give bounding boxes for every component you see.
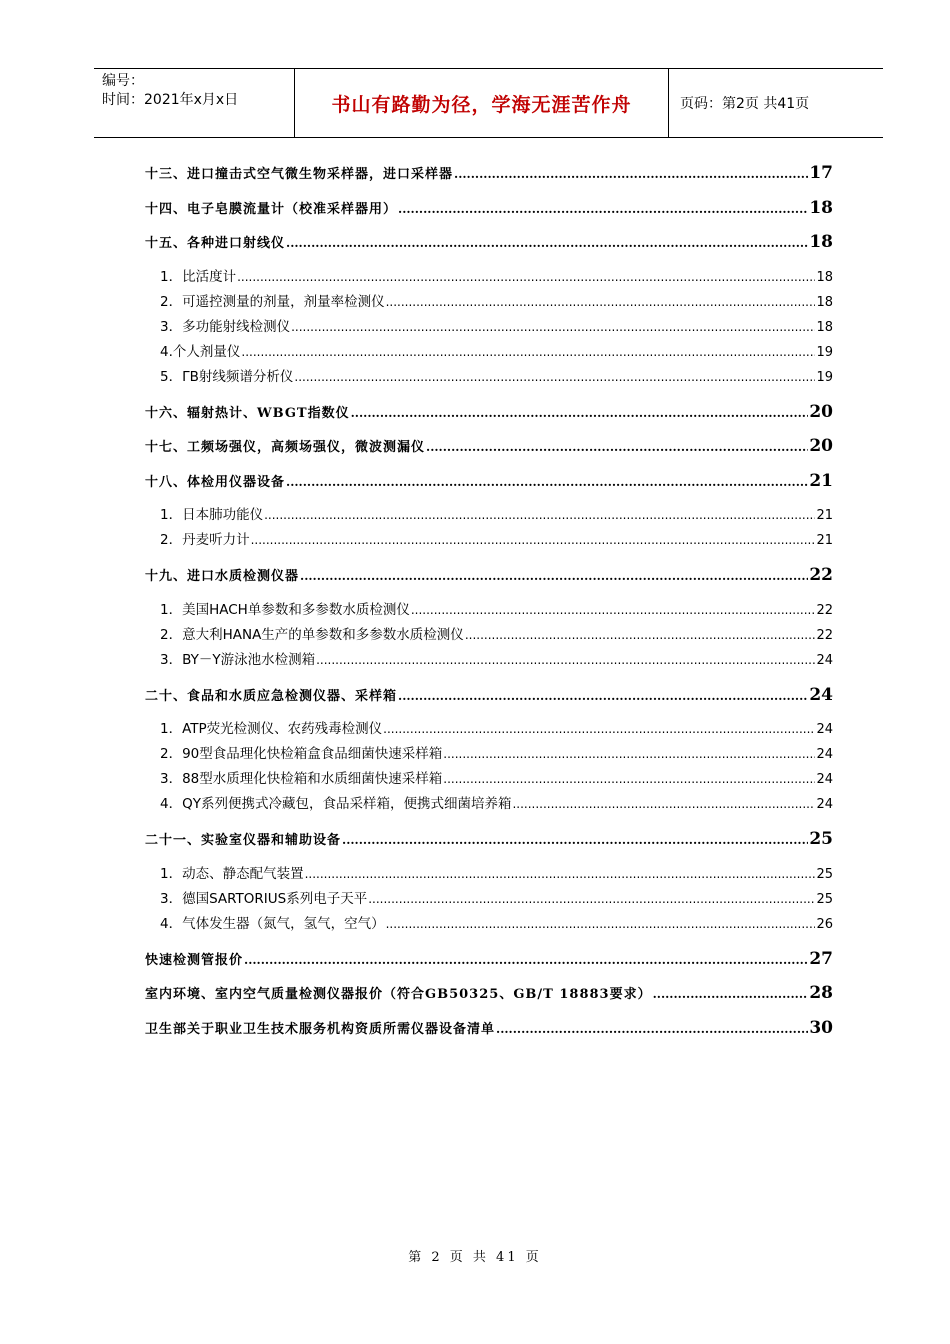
toc-entry-title: 3．德国SARTORIUS系列电子天平 <box>160 890 368 907</box>
toc-dot-leader <box>244 943 808 977</box>
toc-entry-subsection[interactable] <box>145 598 833 623</box>
toc-entry-subsection[interactable] <box>145 290 833 315</box>
toc-entry-subsection[interactable] <box>145 862 833 887</box>
toc-entry-title: 十三、进口撞击式空气微生物采样器，进口采样器 <box>145 167 454 182</box>
toc-entry-section[interactable] <box>145 191 833 226</box>
toc-dot-leader <box>294 365 815 390</box>
toc-dot-leader <box>351 396 809 430</box>
toc-entry-page: 25 <box>816 891 833 907</box>
toc-entry-title: 4．QY系列便携式冷藏包，食品采样箱，便携式细菌培养箱 <box>160 796 512 812</box>
toc-entry-section[interactable] <box>145 558 833 593</box>
toc-dot-leader <box>653 977 809 1011</box>
toc-entry-page: 24 <box>816 772 833 787</box>
toc-entry-page: 18 <box>809 197 833 218</box>
time-label: 时间：2021年x月x日 <box>102 92 239 108</box>
toc-entry-subsection[interactable] <box>145 887 833 912</box>
toc-entry-page: 21 <box>816 533 833 548</box>
toc-entry-page: 20 <box>809 401 833 422</box>
toc-entry-page: 24 <box>816 652 833 668</box>
toc-entry-title: 2．丹麦听力计 <box>160 532 250 548</box>
toc-dot-leader <box>305 862 816 887</box>
toc-entry-page: 20 <box>809 436 833 456</box>
toc-entry-section[interactable] <box>145 225 833 260</box>
toc-entry-section[interactable] <box>145 942 833 977</box>
toc-dot-leader <box>241 340 815 365</box>
toc-entry-page: 17 <box>809 163 833 183</box>
toc-entry-page: 21 <box>809 470 833 491</box>
toc-entry-page: 24 <box>809 684 833 705</box>
toc-entry-section[interactable] <box>145 156 833 191</box>
toc-entry-title: 十五、各种进口射线仪 <box>145 236 286 251</box>
toc-entry-title: 十八、体检用仪器设备 <box>145 474 286 490</box>
toc-dot-leader <box>368 887 815 912</box>
header-page-info: 页码：第2页 共41页 <box>680 96 810 112</box>
page-header <box>94 68 883 138</box>
toc-dot-leader <box>251 528 816 553</box>
toc-entry-page: 19 <box>816 344 833 360</box>
toc-entry-page: 28 <box>809 983 833 1003</box>
toc-entry-title: 4．气体发生器（氮气，氢气，空气） <box>160 915 385 932</box>
toc-entry-title: 室内环境、室内空气质量检测仪器报价（符合GB50325、GB/T 18883要求） <box>145 987 652 1002</box>
toc-entry-title: 2．意大利HANA生产的单参数和多参数水质检测仪 <box>160 626 464 643</box>
toc-entry-section[interactable] <box>145 678 833 713</box>
toc-entry-page: 25 <box>809 829 833 849</box>
toc-entry-title: 3．88型水质理化快检箱和水质细菌快速采样箱 <box>160 771 443 787</box>
toc-entry-page: 18 <box>816 269 833 285</box>
toc-entry-subsection[interactable] <box>145 265 833 290</box>
toc-entry-title: 十七、工频场强仪，高频场强仪，微波测漏仪 <box>145 440 426 455</box>
toc-entry-title: 1．美国HACH单参数和多参数水质检测仪 <box>160 601 410 618</box>
toc-entry-title: 5．ΓΒ射线频谱分析仪 <box>160 368 294 385</box>
toc-entry-title: 1．日本肺功能仪 <box>160 507 264 523</box>
toc-entry-title: 十六、辐射热计、WBGT指数仪 <box>145 405 350 421</box>
toc-entry-section[interactable] <box>145 976 833 1011</box>
toc-entry-title: 3．多功能射线检测仪 <box>160 318 291 335</box>
toc-dot-leader <box>398 192 808 226</box>
toc-dot-leader <box>316 648 815 673</box>
toc-entry-page: 21 <box>816 508 833 523</box>
toc-entry-page: 18 <box>816 294 833 310</box>
toc-dot-leader <box>443 767 815 792</box>
toc-entry-subsection[interactable] <box>145 315 833 340</box>
toc-dot-leader <box>386 290 816 315</box>
toc-entry-title: 4.个人剂量仪 <box>160 343 241 360</box>
toc-dot-leader <box>286 465 808 499</box>
toc-dot-leader <box>383 717 815 742</box>
toc-entry-page: 22 <box>816 602 833 618</box>
toc-entry-page: 24 <box>816 747 833 762</box>
toc-dot-leader <box>264 503 815 528</box>
toc-entry-page: 24 <box>816 722 833 737</box>
toc-dot-leader <box>300 559 808 593</box>
toc-entry-subsection[interactable] <box>145 340 833 365</box>
toc-entry-title: 2．90型食品理化快检箱盒食品细菌快速采样箱 <box>160 746 443 762</box>
toc-dot-leader <box>496 1012 808 1046</box>
toc-dot-leader <box>443 742 815 767</box>
header-motto: 书山有路勤为径，学海无涯苦作舟 <box>294 69 669 137</box>
toc-entry-page: 22 <box>809 565 833 585</box>
toc-entry-title: 卫生部关于职业卫生技术服务机构资质所需仪器设备清单 <box>145 1021 496 1037</box>
toc-dot-leader <box>512 792 815 817</box>
toc-entry-page: 24 <box>816 797 833 812</box>
toc-entry-title: 快速检测管报价 <box>145 952 244 968</box>
toc-entry-page: 18 <box>809 232 833 252</box>
page-footer: 第 2 页 共 41 页 <box>408 1250 542 1265</box>
toc-entry-section[interactable] <box>145 1011 833 1046</box>
toc-entry-title: 3．BY－Y游泳池水检测箱 <box>160 651 316 668</box>
table-of-contents <box>145 156 833 1045</box>
toc-entry-title: 1．动态、静态配气装置 <box>160 865 304 882</box>
serial-label: 编号： <box>102 73 144 89</box>
toc-entry-subsection[interactable] <box>145 767 833 792</box>
toc-dot-leader <box>426 430 808 464</box>
toc-entry-page: 30 <box>809 1017 833 1038</box>
toc-entry-subsection[interactable] <box>145 365 833 390</box>
toc-entry-title: 1．比活度计 <box>160 268 237 285</box>
header-meta <box>94 69 294 137</box>
toc-dot-leader <box>465 623 816 648</box>
toc-entry-page: 22 <box>816 627 833 643</box>
toc-entry-title: 1．ATP荧光检测仪、农药残毒检测仪 <box>160 721 383 737</box>
toc-entry-subsection[interactable] <box>145 623 833 648</box>
toc-entry-section[interactable] <box>145 429 833 464</box>
toc-entry-page: 25 <box>816 866 833 882</box>
toc-entry-subsection[interactable] <box>145 742 833 767</box>
toc-entry-subsection[interactable] <box>145 648 833 673</box>
toc-dot-leader <box>398 679 808 713</box>
toc-dot-leader <box>286 226 808 260</box>
toc-entry-subsection[interactable] <box>145 717 833 742</box>
toc-dot-leader <box>454 157 808 191</box>
toc-entry-page: 18 <box>816 319 833 335</box>
toc-entry-subsection[interactable] <box>145 912 833 937</box>
toc-entry-title: 十九、进口水质检测仪器 <box>145 569 300 584</box>
toc-dot-leader <box>291 315 815 340</box>
toc-dot-leader <box>386 912 816 937</box>
toc-entry-page: 27 <box>809 948 833 969</box>
toc-entry-section[interactable] <box>145 464 833 499</box>
toc-entry-title: 二十、食品和水质应急检测仪器、采样箱 <box>145 688 398 704</box>
toc-dot-leader <box>237 265 815 290</box>
toc-dot-leader <box>411 598 816 623</box>
toc-entry-section[interactable] <box>145 822 833 857</box>
toc-entry-section[interactable] <box>145 395 833 430</box>
toc-entry-subsection[interactable] <box>145 503 833 528</box>
toc-entry-title: 十四、电子皂膜流量计（校准采样器用） <box>145 201 398 217</box>
toc-entry-title: 2．可遥控测量的剂量，剂量率检测仪 <box>160 293 385 310</box>
toc-entry-page: 26 <box>816 916 833 932</box>
toc-entry-subsection[interactable] <box>145 528 833 553</box>
toc-dot-leader <box>342 823 808 857</box>
toc-entry-title: 二十一、实验室仪器和辅助设备 <box>145 833 342 848</box>
toc-entry-subsection[interactable] <box>145 792 833 817</box>
toc-entry-page: 19 <box>816 369 833 385</box>
